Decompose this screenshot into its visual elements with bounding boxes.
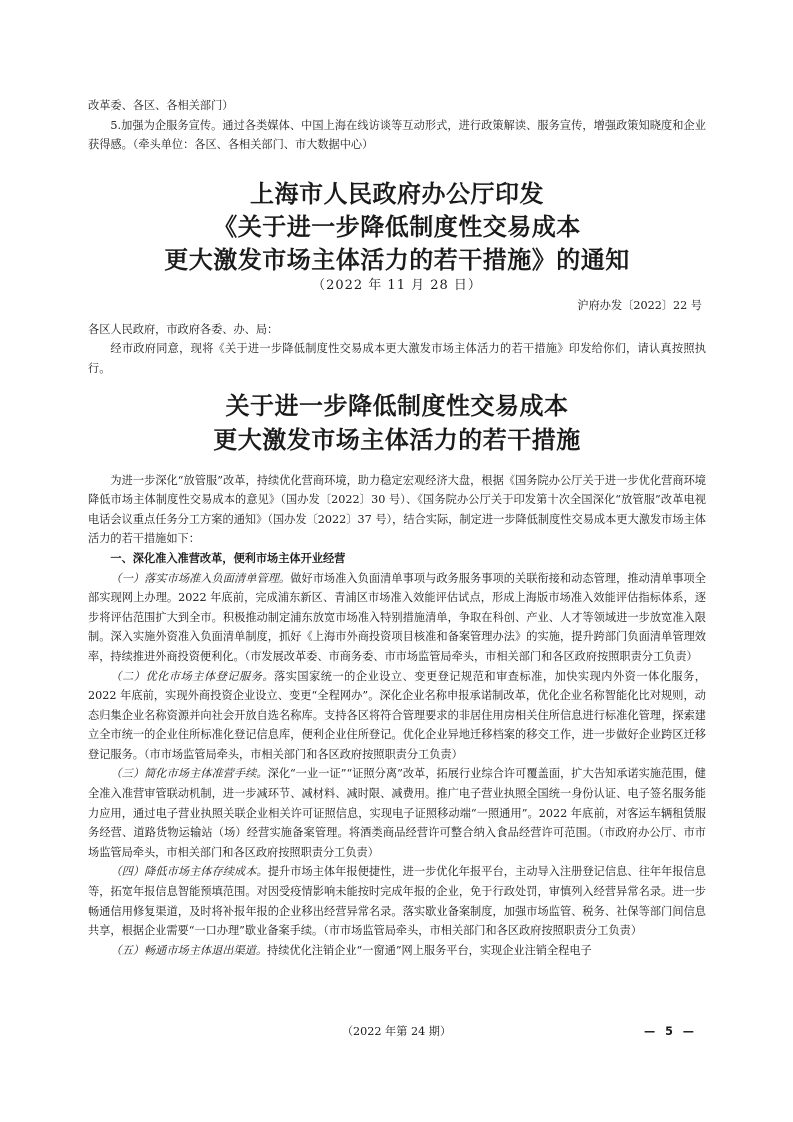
measure-item — [88, 569, 706, 667]
page-footer — [0, 1022, 793, 1042]
measure-item-text: 落实国家统一的企业设立、变更登记规范和审查标准，加快实现内外资一体化服务，2022 年底前，实现外商投资企业设立、变更“全程网办”。深化企业名称申报承诺制改革，优化企业名称智能化比对规则，动态归集企业名称资源并向社会开放自选名称库。支持各区将符合管理要求的非居住用房相关住所信息进行标准化管理，探索建立全市统一的企业住所标准化登记信息库，便利企业住所登记。优化企业异地迁移档案的移交工作，进一步做好企业跨区迁移登记服务。（市市场监管局牵头，市相关部门和各区政府按照职责分工负责） — [88, 669, 706, 761]
notice-title-line: 更大激发市场主体活力的若干措施》的通知 — [164, 244, 630, 274]
notice-body: 经市政府同意，现将《关于进一步降低制度性交易成本更大激发市场主体活力的若干措施》印发给你们，请认真按照执行。 — [88, 342, 706, 375]
measures-title-line: 关于进一步降低制度性交易成本 — [225, 390, 569, 420]
notice-recipients: 各区人民政府，市政府各委、办、局： — [88, 322, 279, 336]
measure-item — [88, 764, 706, 862]
measure-item-head: （一）落实市场准入负面清单管理。 — [110, 571, 291, 585]
measure-item — [88, 862, 706, 940]
measure-item-text: 提升市场主体年报便捷性，进一步优化年报平台，主动导入注册登记信息、往年年报信息等，拓宽年报信息智能预填范围。对因受疫情影响未能按时完成年报的企业，免于行政处罚，审慎列入经营异常名录。进一步畅通信用修复渠道，及时将补报年报的企业移出经营异常名录。落实歇业备案制度，加强市场监管、税务、社保等部门间信息共享，根据企业需要“一口办理”歇业备案手续。（市市场监管局牵头，市相关部门和各区政府按照职责分工负责） — [88, 865, 706, 938]
document-page — [88, 96, 706, 960]
section-heading: 一、深化准入准营改革，便利市场主体开业经营 — [110, 551, 346, 565]
measure-item-text: 深化“一业一证”“证照分离”改革，拓展行业综合许可覆盖面，扩大告知承诺实施范围，健全准入准营审管联动机制，进一步减环节、减材料、减时限、减费用。推广电子营业执照全国统一身份认证、电子签名服务能力应用，通过电子营业执照关联企业相关许可证照信息，实现电子证照移动端“一照通用”。2022 年底前，对客运车辆租赁服务经营、道路货物运输站（场）经营实施备案管理。将酒类商品经营许可整合纳入食品经营许可范围。（市政府办公厅、市市场监管局牵头，市相关部门和各区政府按照职责分工负责） — [88, 767, 706, 859]
intro-line: 改革委、各区、各相关部门） — [88, 99, 234, 112]
measure-item-head: （二）优化市场主体登记服务。 — [110, 669, 275, 683]
measure-item — [88, 941, 706, 961]
measure-item-head: （三）简化市场主体准营手续。 — [110, 767, 268, 781]
notice-title-line: 《关于进一步降低制度性交易成本 — [213, 211, 581, 241]
measures-title-line: 更大激发市场主体活力的若干措施 — [213, 424, 581, 454]
measure-item-head: （五）畅通市场主体退出渠道。 — [110, 943, 268, 957]
notice-title — [88, 177, 706, 276]
measure-item-text: 持续优化注销企业“一窗通”网上服务平台，实现企业注销全程电子 — [267, 943, 592, 957]
measure-item — [88, 667, 706, 765]
notice-date: （2022 年 11 月 28 日） — [312, 277, 482, 293]
measures-title — [88, 389, 706, 457]
page-number: — 5 — — [644, 1025, 697, 1038]
measure-item-text: 做好市场准入负面清单事项与政务服务事项的关联衔接和动态管理，推动清单事项全部实现网上办理。2022 年底前，完成浦东新区、青浦区市场准入效能评估试点，形成上海版市场准入效能评估指标体系，逐步将评估范围扩大到全市。积极推动制定浦东放宽市场准入特别措施清单，争取在科创、产业、人才等领域进一步放宽准入限制。深入实施外资准入负面清单制度，抓好《上海市外商投资项目核准和备案管理办法》的实施，提升跨部门负面清单管理效率，持续推进外商投资便利化。（市发展改革委、市商务委、市市场监管局牵头，市相关部门和各区政府按照职责分工负责） — [88, 571, 706, 663]
preamble-paragraph: 为进一步深化“放管服”改革，持续优化营商环境，助力稳定宏观经济大盘，根据《国务院办公厅关于进一步优化营商环境降低市场主体制度性交易成本的意见》（国办发〔2022〕30 号）、《国务院办公厅关于印发第十次全国深化“放管服”改革电视电话会议重点任务分工方案的通知》（国办发〔2022〕37 号），结合实际，制定进一步降低制度性交易成本更大激发市场主体活力的若干措施如下： — [88, 473, 706, 546]
intro-paragraph: 5.加强为企服务宣传。通过各类媒体、中国上海在线访谈等互动形式，进行政策解读、服务宣传，增强政策知晓度和企业获得感。（牵头单位：各区、各相关部门、市大数据中心） — [88, 118, 706, 152]
measure-item-head: （四）降低市场主体存续成本。 — [110, 865, 268, 879]
document-number: 沪府办发〔2022〕22 号 — [577, 298, 702, 312]
notice-title-line: 上海市人民政府办公厅印发 — [250, 178, 544, 208]
issue-label: （2022 年第 24 期） — [341, 1025, 452, 1038]
